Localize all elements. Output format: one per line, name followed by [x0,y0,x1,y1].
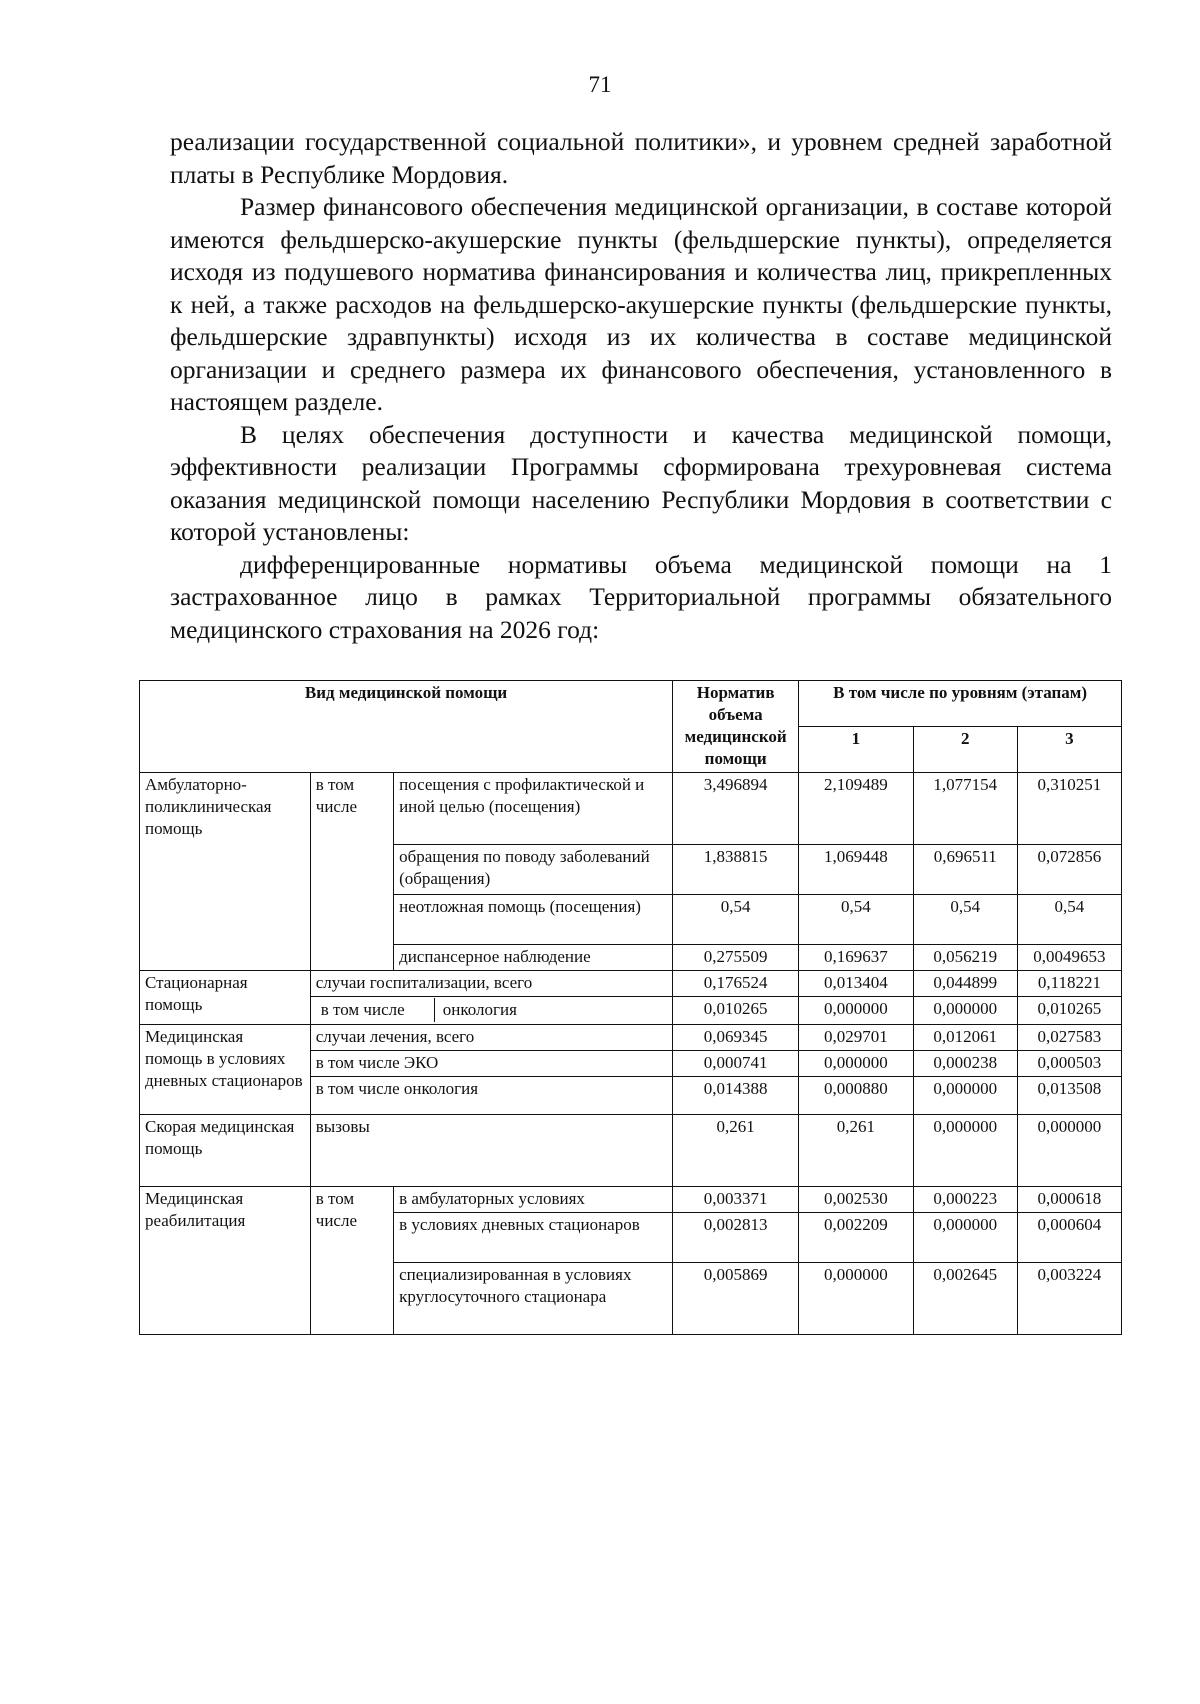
row-name: в том числе ЭКО [310,1051,672,1077]
row-name: в амбулаторных условиях [394,1187,673,1213]
row-name: обращения по поводу заболеваний (обращения) [394,845,673,895]
level-3-value: 0,010265 [1017,997,1121,1025]
level-1-value: 0,261 [799,1115,914,1187]
norm-value: 0,176524 [673,971,799,997]
paragraph: реализации государственной социальной политики», и уровнем средней заработной платы в Республике Мордовия. [170,127,1112,189]
level-1-value: 0,000000 [799,1051,914,1077]
row-name: онкология [442,1000,517,1019]
row-name: диспансерное наблюдение [394,945,673,971]
level-1-value: 0,000000 [799,997,914,1025]
norm-value: 0,003371 [673,1187,799,1213]
norm-value: 0,005869 [673,1263,799,1335]
level-1-value: 0,000000 [799,1263,914,1335]
page-number: 71 [588,72,612,97]
header-levels: В том числе по уровням (этапам) [799,681,1122,727]
category-label: Скорая медицинская помощь [140,1115,311,1187]
level-3-value: 0,027583 [1017,1025,1121,1051]
level-2-value: 0,000000 [913,1115,1017,1187]
norm-value: 1,838815 [673,845,799,895]
level-2-value: 0,000238 [913,1051,1017,1077]
level-2-value: 0,000000 [913,1077,1017,1115]
category-label: Медицинская помощь в условиях дневных стационаров [140,1025,311,1115]
level-2-value: 1,077154 [913,773,1017,845]
level-1-value: 0,169637 [799,945,914,971]
subcategory-label: в том числе [310,1187,393,1335]
level-2-value: 0,002645 [913,1263,1017,1335]
norm-value: 0,000741 [673,1051,799,1077]
subcategory-label: в том числе [316,998,435,1022]
level-2-value: 0,000000 [913,997,1017,1025]
norm-value: 0,261 [673,1115,799,1187]
paragraph: дифференцированные нормативы объема медицинской помощи на 1 застрахованное лицо в рамках Территориальной программы обязательного медицинского страхования на 2026 год: [170,549,1112,644]
level-1-value: 1,069448 [799,845,914,895]
row-name: посещения с профилактической и иной целью (посещения) [394,773,673,845]
level-3-value: 0,000503 [1017,1051,1121,1077]
norm-value: 0,54 [673,895,799,945]
level-3-value: 0,310251 [1017,773,1121,845]
subcategory-label: в том числе [310,773,393,971]
table-row [140,1187,1122,1213]
subrow-cell [310,997,672,1025]
level-3-value: 0,013508 [1017,1077,1121,1115]
level-2-value: 0,044899 [913,971,1017,997]
header-level-2: 2 [913,727,1017,773]
table-row [140,1025,1122,1051]
norm-value: 0,275509 [673,945,799,971]
level-1-value: 2,109489 [799,773,914,845]
table-row [140,773,1122,845]
norm-value: 0,010265 [673,997,799,1025]
level-3-value: 0,118221 [1017,971,1121,997]
row-name: случаи лечения, всего [310,1025,672,1051]
level-3-value: 0,003224 [1017,1263,1121,1335]
category-label: Стационарная помощь [140,971,311,1025]
table-row [140,971,1122,997]
header-level-1: 1 [799,727,914,773]
row-name: специализированная в условиях круглосуточного стационара [394,1263,673,1335]
category-label: Медицинская реабилитация [140,1187,311,1335]
level-2-value: 0,696511 [913,845,1017,895]
level-1-value: 0,029701 [799,1025,914,1051]
header-type: Вид медицинской помощи [140,681,673,773]
level-3-value: 0,54 [1017,895,1121,945]
row-name: в условиях дневных стационаров [394,1213,673,1263]
header-level-3: 3 [1017,727,1121,773]
level-1-value: 0,013404 [799,971,914,997]
level-3-value: 0,000000 [1017,1115,1121,1187]
level-2-value: 0,000223 [913,1187,1017,1213]
level-1-value: 0,002530 [799,1187,914,1213]
level-3-value: 0,072856 [1017,845,1121,895]
norms-table [139,680,1122,1335]
header-norm: Норматив объема медицинской помощи [673,681,799,773]
row-name: неотложная помощь (посещения) [394,895,673,945]
row-name: случаи госпитализации, всего [310,971,672,997]
level-2-value: 0,54 [913,895,1017,945]
level-1-value: 0,54 [799,895,914,945]
category-label: Амбулаторно-поликлиническая помощь [140,773,311,971]
row-name: в том числе онкология [310,1077,672,1115]
paragraph: В целях обеспечения доступности и качества медицинской помощи, эффективности реализации Программы сформирована трехуровневая система оказания медицинской помощи населению Республики Мордовия в соответствии с которой установлены: [170,419,1112,546]
level-1-value: 0,000880 [799,1077,914,1115]
level-1-value: 0,002209 [799,1213,914,1263]
document-body [170,126,1112,646]
table-header-row [140,681,1122,727]
level-2-value: 0,056219 [913,945,1017,971]
row-name: вызовы [310,1115,672,1187]
level-3-value: 0,0049653 [1017,945,1121,971]
table-row [140,1115,1122,1187]
norm-value: 0,069345 [673,1025,799,1051]
level-2-value: 0,012061 [913,1025,1017,1051]
level-3-value: 0,000604 [1017,1213,1121,1263]
norm-value: 3,496894 [673,773,799,845]
norm-value: 0,014388 [673,1077,799,1115]
paragraph: Размер финансового обеспечения медицинской организации, в составе которой имеются фельдшерско-акушерские пункты (фельдшерские пункты), определяется исходя из подушевого норматива финансирования и количества лиц, прикрепленных к ней, а также расходов на фельдшерско-акушерские пункты (фельдшерские пункты, фельдшерские здравпункты) исходя из их количества в составе медицинской организации и среднего размера их финансового обеспечения, установленного в настоящем разделе. [170,192,1112,416]
level-3-value: 0,000618 [1017,1187,1121,1213]
level-2-value: 0,000000 [913,1213,1017,1263]
norm-value: 0,002813 [673,1213,799,1263]
